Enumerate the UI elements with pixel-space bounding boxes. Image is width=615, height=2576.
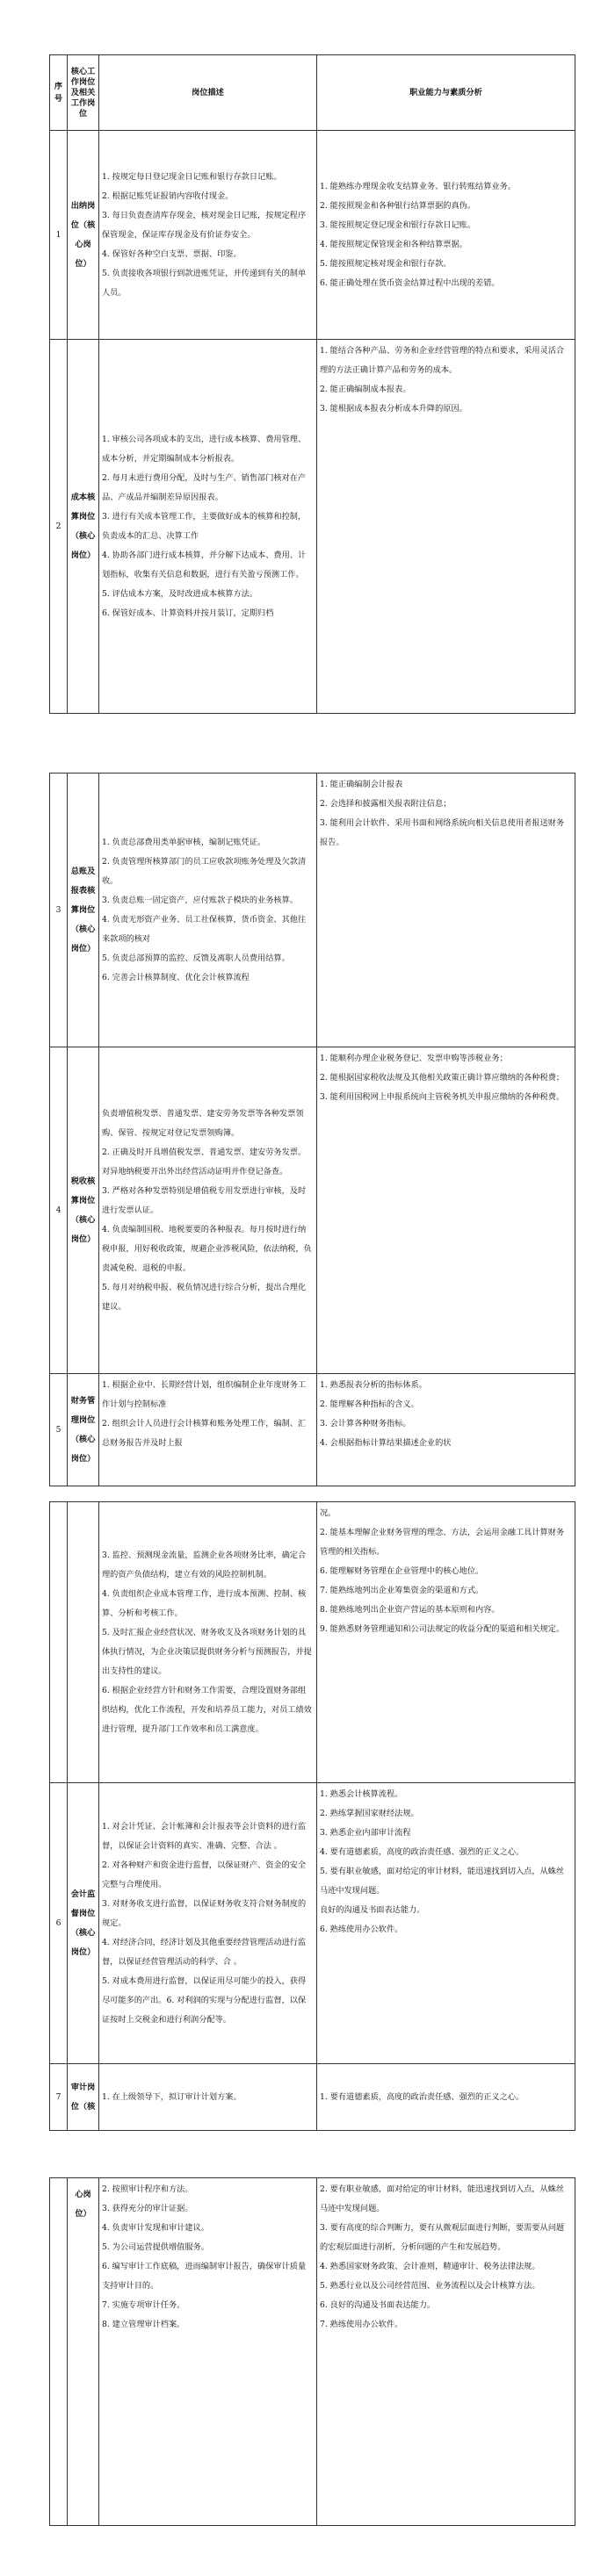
table-row [50, 1783, 575, 2064]
header-desc: 岗位描述 [99, 55, 317, 131]
header-num: 序号 [50, 55, 68, 131]
row-role: 总账及报表核算岗位（核心岗位） [68, 774, 99, 1047]
skill-item: 1. 能熟练办理现金收支结算业务、银行转账结算业务。 [320, 181, 516, 191]
skill-item: 良好的沟通及书面表达能力。 [320, 1905, 425, 1915]
desc-item: 5. 为公司运营提供增值服务。 [102, 2242, 209, 2252]
skill-item: 2. 能根据国家税收法规及其他相关政策正确计算应缴纳的各种税费； [320, 1073, 565, 1083]
desc-item: 4. 保管好各种空白支票、票据、印鉴。 [102, 248, 242, 259]
desc-item: 2. 正确及时开具增值税发票、普通发票、建安劳务发票。对异地纳税要开出外出经营活动证明并作登记备查。 [102, 1147, 307, 1176]
desc-item: 3. 每日负责查清库存现金，核对现金日记账，按规定程序保管现金，保证库存现金及有价证券安全。 [102, 210, 307, 240]
row-skill [317, 340, 575, 714]
desc-item: 2. 按照审计程序和方法。 [102, 2184, 193, 2194]
table-header-row [50, 55, 575, 131]
desc-item: 5. 负责接收各项银行到款进账凭证，并传递到有关的制单人员。 [102, 268, 307, 298]
skill-item: 3. 熟悉企业内部审计流程 [320, 1828, 411, 1838]
desc-item: 3. 对财务收支进行监督，以保证财务收支符合财务制度的规定。 [102, 1898, 307, 1928]
row-num [50, 1502, 68, 1783]
header-role: 核心工作岗位及相关工作岗位 [68, 55, 99, 131]
skill-item: 6. 能正确处理在货币资金结算过程中出现的差错。 [320, 277, 500, 288]
row-role: 审计岗位（核 [68, 2064, 99, 2131]
job-table-part-1 [49, 54, 575, 714]
row-num: 1 [50, 131, 68, 340]
row-num: 3 [50, 774, 68, 1047]
desc-item: 1. 审核公司各项成本的支出，进行成本核算、费用管理、成本分析，并定期编制成本分析报表。 [102, 434, 307, 464]
row-num: 7 [50, 2064, 68, 2131]
desc-item: 6. 完善会计核算制度、优化会计核算流程 [102, 972, 250, 982]
desc-item: 3. 进行有关成本管理工作，主要做好成本的核算和控制，负责成本的汇总、决算工作 [102, 511, 307, 541]
row-skill [317, 2178, 575, 2526]
row-num: 6 [50, 1783, 68, 2064]
skill-item: 2. 能按照现金和各种银行结算票据的真伪。 [320, 200, 476, 211]
skill-item: 4. 熟悉国家财务政策、会计准则，精通审计、税务法律法规。 [320, 2262, 540, 2271]
desc-item: 2. 对各种财产和资金进行监督，以保证财产、资金的安全完整与合理使用。 [102, 1860, 307, 1889]
skill-item: 5. 能按照规定核对现金和银行存款。 [320, 258, 452, 269]
row-role: 成本核算岗位（核心岗位） [68, 340, 99, 714]
skill-item: 2. 要有职业敏感，面对给定的审计材料，能迅速找到切入点，从蛛丝马迹中发现问题。 [320, 2184, 565, 2213]
row-num [50, 2178, 68, 2526]
skill-item: 3. 能按照规定登记现金和银行存款日记账。 [320, 219, 476, 230]
skill-item: 3. 要有高度的综合判断力，要有从微观层面进行判断，要需要从问题的宏观层面进行剖析，分析问题的产生和发展趋势。 [320, 2223, 565, 2252]
row-skill [317, 1047, 575, 1374]
desc-item: 4. 负责组织企业成本管理工作，进行成本预测、控制、核算、分析和考核工作。 [102, 1588, 307, 1618]
skill-item: 3. 会计算各种财务指标。 [320, 1419, 411, 1428]
desc-item: 6. 保管好成本、计算资料并按月装订，定期归档 [102, 608, 274, 618]
skill-item: 6. 能理解财务管理在企业管理中的核心地位。 [320, 1566, 484, 1576]
row-role: 出纳岗位（核心岗位） [68, 131, 99, 340]
row-role: 税收核算岗位（核心岗位） [68, 1047, 99, 1374]
table-row [50, 1502, 575, 1783]
job-table-part-3 [49, 1501, 575, 2131]
desc-item: 3. 获得充分的审计证据。 [102, 2204, 193, 2213]
desc-item: 5. 评估成本方案，及时改进成本核算方法。 [102, 588, 258, 599]
desc-item: 4. 负责编制国税、地税要要的各种报表。每月按时进行纳税申报，用好税收政策，规避企业涉税风险，依法纳税，负责减免税、退税的申报。 [102, 1224, 312, 1273]
row-role [68, 1502, 99, 1783]
skill-item: 4. 能按照规定保管现金和各种结算票据。 [320, 239, 467, 249]
job-table-part-2 [49, 773, 575, 1486]
desc-item: 2. 根据记账凭证报销内容收付现金。 [102, 191, 234, 201]
skill-item: 3. 能根据成本报表分析成本升降的原因。 [320, 404, 467, 414]
desc-item: 5. 每月对纳税申报、税负情况进行综合分析，提出合理化建议。 [102, 1282, 307, 1312]
desc-item: 1. 对会计凭证、会计帐簿和会计报表等会计资料的进行监督，以保证会计资料的真实、准确、完整、合法 。 [102, 1821, 307, 1851]
desc-item: 2. 组织会计人员进行会计核算和账务处理工作，编制、汇总财务报告并及时上报 [102, 1419, 307, 1448]
row-desc [99, 2064, 317, 2131]
desc-item: 2. 每月末进行费用分配，及时与生产、销售部门核对在产品、产成品并编制差异原因报表。 [102, 472, 307, 502]
table-row [50, 1374, 575, 1486]
skill-item: 2. 能理解各种指标的含义。 [320, 1400, 419, 1409]
skill-item: 7. 能熟练地列出企业筹集资金的渠道和方式。 [320, 1586, 484, 1595]
job-table-part-4 [49, 2177, 575, 2526]
desc-item: 6. 根据企业经营方针和财务工作需要，合理设置财务部组织结构，优化工作流程，开发和培养员工能力，对员工绩效进行管理，提升部门工作效率和员工满意度。 [102, 1685, 312, 1734]
skill-item: 1. 能结合各种产品、劳务和企业经营管理的特点和要求，采用灵活合理的方法正确计算产品和劳务的成本。 [320, 346, 565, 375]
table-row [50, 774, 575, 1047]
row-num: 2 [50, 340, 68, 714]
skill-item: 8. 能熟练地列出企业资产营运的基本原则和内容。 [320, 1605, 500, 1615]
row-desc [99, 774, 317, 1047]
skill-item: 9. 能熟悉财务管理通知和公司法规定的收益分配的渠道和相关规定。 [320, 1624, 565, 1634]
skill-item: 6. 熟练使用办公软件。 [320, 1925, 403, 1934]
desc-item: 4. 协助各部门进行成本核算，并分解下达成本、费用、计划指标，收集有关信息和数据，进行有关盈亏预测工作。 [102, 550, 307, 579]
desc-item: 负责增值税发票、普通发票、建安劳务发票等各种发票领购、保管、按规定对登记发票领购簿。 [102, 1108, 304, 1138]
skill-item: 2. 熟练掌握国家财经法规。 [320, 1809, 419, 1818]
row-role: 财务管理岗位（核心岗位） [68, 1374, 99, 1486]
skill-item: 2. 能正确编制成本报表。 [320, 385, 411, 394]
desc-item: 1. 根据企业中、长期经营计划，组织编制企业年度财务工作计划与控制标准 [102, 1380, 307, 1409]
desc-item: 3. 严格对各种发票特别是增值税专用发票进行审核，及时进行发票认证。 [102, 1185, 307, 1215]
row-skill [317, 1783, 575, 2064]
row-skill [317, 2064, 575, 2131]
desc-item: 4. 负责审计发现和审计建议。 [102, 2223, 209, 2233]
desc-item: 8. 建立管理审计档案。 [102, 2320, 185, 2329]
table-row [50, 2064, 575, 2131]
table-row [50, 340, 575, 714]
row-num: 4 [50, 1047, 68, 1374]
skill-item: 况。 [320, 1508, 336, 1518]
desc-item: 4. 对经济合同，经济计划及其他重要经营管理活动进行监督，以保证经营管理活动的科学、合 。 [102, 1937, 307, 1967]
desc-item: 3. 监控、预测现金流量，监测企业各项财务比率，确定合理的资产负债结构，建立有效的风险控制机制。 [102, 1550, 307, 1579]
page-2 [49, 773, 575, 1486]
desc-item: 7. 实施专项审计任务。 [102, 2300, 185, 2310]
skill-item: 6. 良好的沟通及书面表达能力。 [320, 2300, 436, 2310]
skill-item: 4. 会根据指标计算结果描述企业的状 [320, 1438, 452, 1448]
desc-item: 2. 负责管理所核算部门的员工应收款项账务处理及欠款清收。 [102, 856, 307, 886]
page-1 [49, 54, 575, 714]
row-desc [99, 1783, 317, 2064]
skill-item: 4. 要有道德素质，高度的政治责任感、强烈的正义之心。 [320, 1847, 525, 1857]
desc-item: 1. 负责总部费用类单据审核，编制记账凭证。 [102, 837, 266, 847]
row-desc [99, 1047, 317, 1374]
skill-item: 1. 熟悉报表分析的指标体系。 [320, 1380, 427, 1390]
table-row [50, 131, 575, 340]
desc-item: 1. 按规定每日登记现金日记账和银行存款日记账。 [102, 171, 282, 182]
skill-item: 2. 会选择和披露相关报表附注信息； [320, 799, 452, 809]
page-3 [49, 1501, 575, 2131]
skill-item: 3. 能利用国税网上申报系统向主管税务机关申报应缴纳的各种税费。 [320, 1092, 565, 1102]
skill-item: 1. 熟悉会计核算流程。 [320, 1789, 403, 1799]
skill-item: 7. 熟练使用办公软件。 [320, 2320, 403, 2329]
row-desc [99, 340, 317, 714]
row-skill [317, 774, 575, 1047]
header-skill: 职业能力与素质分析 [317, 55, 575, 131]
row-desc [99, 1374, 317, 1486]
desc-item: 1. 在上级领导下，拟订审计计划方案。 [102, 2091, 242, 2102]
row-role: 会计监督岗位（核心岗位） [68, 1783, 99, 2064]
skill-item: 1. 要有道德素质，高度的政治责任感、强烈的正义之心。 [320, 2091, 525, 2102]
row-desc [99, 1502, 317, 1783]
row-desc [99, 131, 317, 340]
desc-item: 5. 及时汇报企业经营状况、财务收支及各项财务计划的具体执行情况，为企业决策层提供财务分析与预测报告，并提出支持性的建议。 [102, 1627, 312, 1676]
page-4 [49, 2177, 575, 2526]
desc-item: 5. 对成本费用进行监督，以保证用尽可能少的投入，获得尽可能多的产出。6. 对利润的实现与分配进行监督，以保证按时上交税金和进行利润分配等。 [102, 1975, 307, 2025]
row-desc [99, 2178, 317, 2526]
skill-item: 5. 要有职业敏感，面对给定的审计材料，能迅速找到切入点，从蛛丝马迹中发现问题。 [320, 1867, 565, 1896]
desc-item: 4. 负责无形资产业务、员工社保核算，货币资金、其他往来款项的核对 [102, 914, 307, 944]
table-row [50, 2178, 575, 2526]
desc-item: 5. 负责总部预算的监控、反馈及离职人员费用结算。 [102, 953, 290, 963]
desc-item: 6. 编写审计工作底稿，进而编制审计报告，确保审计质量支持审计目的。 [102, 2262, 307, 2291]
row-num: 5 [50, 1374, 68, 1486]
row-skill [317, 131, 575, 340]
skill-item: 1. 能正确编制会计报表 [320, 780, 403, 789]
desc-item: 3. 负责总账一固定资产，应付账款子模块的业务核算。 [102, 895, 298, 905]
row-role: 心岗位） [68, 2178, 99, 2526]
row-skill [317, 1374, 575, 1486]
skill-item: 5. 熟悉行业以及公司经营范围、业务流程以及会计核算方法。 [320, 2281, 540, 2291]
skill-item: 3. 能利用会计软件、采用书面和网络系统向相关信息使用者报送财务报告。 [320, 818, 565, 847]
skill-item: 2. 能基本理解企业财务管理的理念、方法，会运用金融工具计算财务管理的相关指标。 [320, 1528, 565, 1557]
row-skill [317, 1502, 575, 1783]
table-row [50, 1047, 575, 1374]
skill-item: 1. 能顺利办理企业税务登记、发票申购等涉税业务； [320, 1054, 508, 1063]
